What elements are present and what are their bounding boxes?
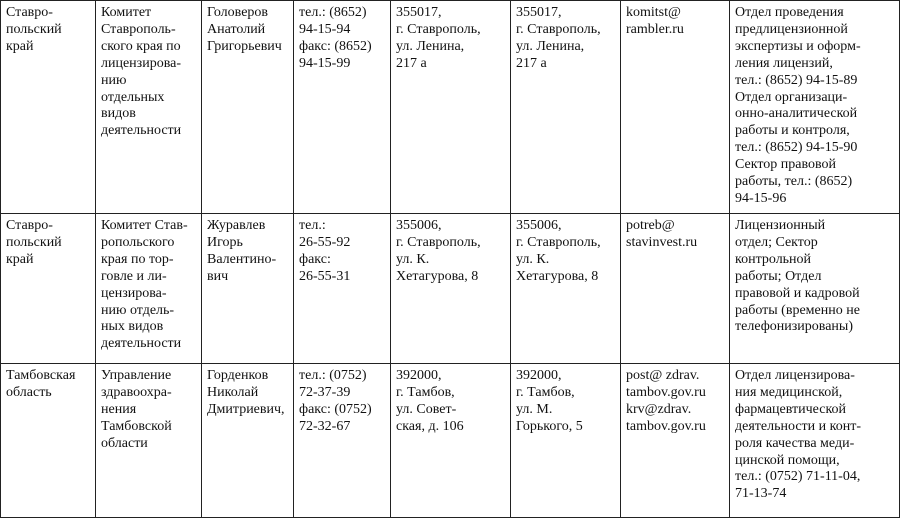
postal-address-cell: 392000, г. Тамбов, ул. М. Горького, 5 [511, 364, 621, 518]
postal-address-cell: 355006, г. Ставрополь, ул. К. Хетагурова, 8 [511, 214, 621, 364]
departments-cell: Отдел проведения предлицензионной экспертизы и оформ- ления лицензий, тел.: (8652) 94-15-89 Отдел организаци- онно-аналитической работы и контроля, тел.: (8652) 94-15-90 Сектор правовой работы, тел.: (8652) 94-15-96 [730, 1, 900, 214]
organization-cell: Управление здравоохра- нения Тамбовской области [96, 364, 202, 518]
table-row [1, 1, 900, 214]
organization-cell: Комитет Став- ропольского края по тор- говле и ли- цензирова- нию отдель- ных видов деятельности [96, 214, 202, 364]
legal-address-cell: 392000, г. Тамбов, ул. Совет- ская, д. 106 [391, 364, 511, 518]
region-cell: Ставро- польский край [1, 1, 96, 214]
postal-address-cell: 355017, г. Ставрополь, ул. Ленина, 217 а [511, 1, 621, 214]
legal-address-cell: 355017, г. Ставрополь, ул. Ленина, 217 а [391, 1, 511, 214]
phones-cell: тел.: (0752) 72-37-39 факс: (0752) 72-32-67 [294, 364, 391, 518]
organization-cell: Комитет Ставрополь- ского края по лицензирова- нию отдельных видов деятельности [96, 1, 202, 214]
email-cell: potreb@ stavinvest.ru [621, 214, 730, 364]
departments-cell: Отдел лицензирова- ния медицинской, фармацевтической деятельности и конт- роля качества меди- цинской помощи, тел.: (0752) 71-11-04, 71-13-74 [730, 364, 900, 518]
legal-address-cell: 355006, г. Ставрополь, ул. К. Хетагурова, 8 [391, 214, 511, 364]
table-row [1, 364, 900, 518]
region-cell: Тамбовская область [1, 364, 96, 518]
phones-cell: тел.: (8652) 94-15-94 факс: (8652) 94-15-99 [294, 1, 391, 214]
departments-cell: Лицензионный отдел; Сектор контрольной работы; Отдел правовой и кадровой работы (временно не телефонизированы) [730, 214, 900, 364]
head-name-cell: Журавлев Игорь Валентино- вич [202, 214, 294, 364]
email-cell: post@ zdrav. tambov.gov.ru krv@zdrav. tambov.gov.ru [621, 364, 730, 518]
phones-cell: тел.: 26-55-92 факс: 26-55-31 [294, 214, 391, 364]
head-name-cell: Горденков Николай Дмитриевич, [202, 364, 294, 518]
email-cell: komitst@ rambler.ru [621, 1, 730, 214]
region-cell: Ставро- польский край [1, 214, 96, 364]
head-name-cell: Головеров Анатолий Григорьевич [202, 1, 294, 214]
table-row [1, 214, 900, 364]
